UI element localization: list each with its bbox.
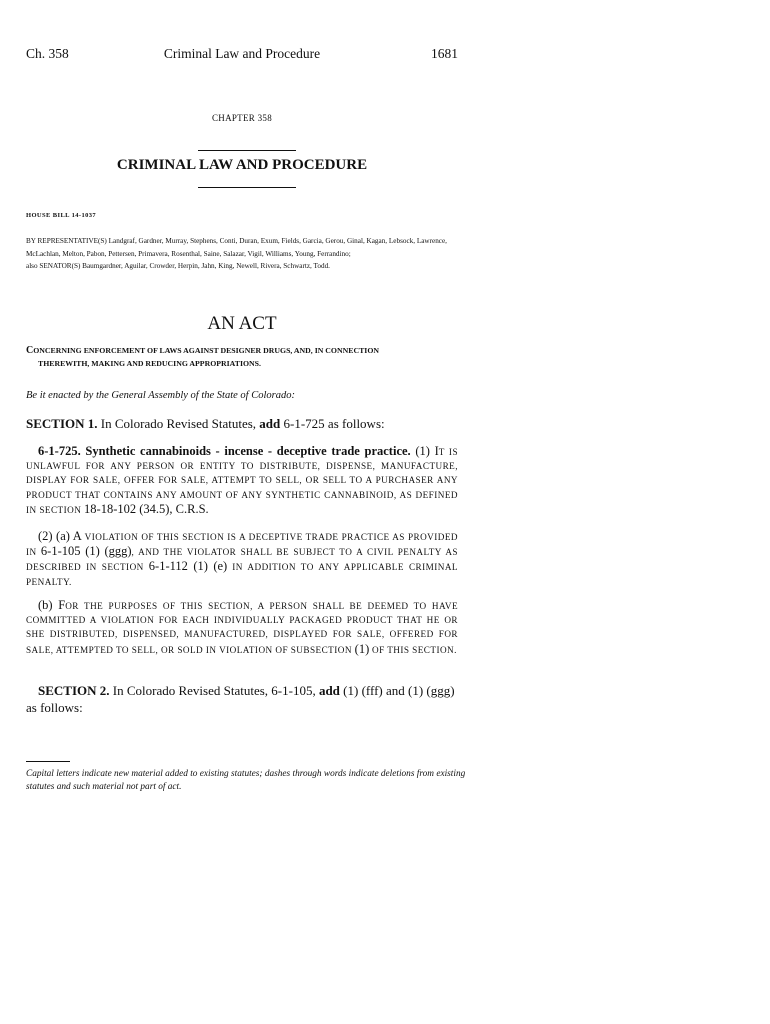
statute-heading: 6-1-725. Synthetic cannabinoids - incense - deceptive trade practice. bbox=[38, 444, 411, 458]
paragraph-text-2: , AND THE VIOLATOR SHALL BE SUBJECT TO A CIVIL PENALTY AS DESCRIBED IN SECTION bbox=[26, 547, 458, 573]
page-number: 1681 bbox=[431, 46, 458, 61]
act-title-line1: ONCERNING ENFORCEMENT OF LAWS AGAINST DESIGNER DRUGS, AND, IN CONNECTION bbox=[33, 346, 380, 355]
bill-number: HOUSE BILL 14-1037 bbox=[26, 212, 97, 219]
paragraph-6-1-725-1 bbox=[26, 444, 458, 517]
section-2-label: SECTION 2. bbox=[38, 683, 110, 698]
chapter-reference: Ch. 358 bbox=[26, 46, 69, 61]
title-rule-top bbox=[198, 150, 296, 151]
footnote: Capital letters indicate new material added to existing statutes; dashes through words indicate deletions from existing statutes and such material not part of act. bbox=[26, 769, 466, 792]
section-2-intro bbox=[26, 682, 458, 716]
section-2-add: add bbox=[318, 683, 340, 698]
chapter-label: CHAPTER 358 bbox=[211, 113, 273, 123]
act-title bbox=[26, 345, 458, 370]
paragraph-text-1: VIOLATION OF THIS SECTION IS A DECEPTIVE TRADE PRACTICE AS PROVIDED IN bbox=[26, 532, 458, 558]
paragraph-initial: F bbox=[58, 598, 66, 612]
act-title-line2: THEREWITH, MAKING AND REDUCING APPROPRIATIONS. bbox=[38, 358, 261, 368]
act-heading: AN ACT bbox=[207, 313, 277, 334]
paragraph-text: T IS UNLAWFUL FOR ANY PERSON OR ENTITY TO DISTRIBUTE, DISPENSE, MANUFACTURE, DISPLAY FOR SALE, OFFER FOR SALE, ATTEMPT TO SELL, OR SELL TO A PURCHASER ANY PRODUCT THAT CONTAINS ANY AMOUNT OF ANY SYNTHETIC CANNABINOID, AS DEFINED IN SECTION bbox=[26, 447, 458, 515]
running-header bbox=[26, 46, 458, 64]
paragraph-text-3: IN ADDITION TO ANY APPLICABLE CRIMINAL PENALTY. bbox=[26, 562, 458, 587]
section-1-label: SECTION 1. bbox=[26, 416, 98, 431]
paragraph-text-1: OR THE PURPOSES OF THIS SECTION, A PERSON SHALL BE DEEMED TO HAVE COMMITTED A VIOLATION FOR EACH INDIVIDUALLY PACKAGED PRODUCT THAT HE OR SHE DISTRIBUTED, DISPENSED, MANUFACTURED, DISPLAYED FOR SALE, OFFERED FOR SALE, ATTEMPTED TO SELL, OR SOLD IN VIOLATION OF SUBSECTION bbox=[26, 601, 459, 655]
subsection-reference: (1) bbox=[354, 641, 370, 656]
section-1-intro bbox=[26, 416, 458, 432]
footnote-rule bbox=[26, 761, 70, 762]
section-2-text-after: (1) (fff) and (1) (ggg) as follows: bbox=[26, 683, 455, 715]
paragraph-2a bbox=[26, 529, 458, 589]
senators-list: also SENATOR(S) Baumgardner, Aguilar, Crowder, Herpin, Jahn, King, Newell, Rivera, Schwartz, Todd. bbox=[26, 262, 330, 270]
chapter-title: CRIMINAL LAW AND PROCEDURE bbox=[116, 157, 368, 173]
representatives-list: BY REPRESENTATIVE(S) Landgraf, Gardner, Murray, Stephens, Conti, Duran, Exum, Fields, Garcia, Gerou, Ginal, Kagan, Lebsock, Lawrence, McLachlan, Melton, Pabon, Pettersen, Primavera, Rosenthal, Saine, Salazar, Vigil, Williams, Young, Ferrandino; bbox=[26, 237, 447, 258]
paragraph-initial: A bbox=[72, 529, 82, 543]
act-title-initial: C bbox=[26, 345, 34, 356]
paragraph-2b bbox=[26, 598, 458, 657]
subsection-number: (2) (a) bbox=[38, 529, 73, 543]
subsection-number: (1) bbox=[410, 444, 435, 458]
section-1-add: add bbox=[259, 416, 281, 431]
section-1-text-before: In Colorado Revised Statutes, bbox=[97, 416, 260, 431]
enacting-clause: Be it enacted by the General Assembly of the State of Colorado: bbox=[26, 390, 295, 401]
statute-citation-2: 6-1-112 (1) (e) bbox=[148, 559, 228, 574]
section-1-text-after: 6-1-725 as follows: bbox=[280, 416, 385, 431]
paragraph-initial: I bbox=[434, 444, 439, 458]
statute-citation-1: 6-1-105 (1) (ggg) bbox=[40, 544, 132, 559]
subsection-number: (b) bbox=[38, 598, 59, 612]
statute-citation: 18-18-102 (34.5), C.R.S. bbox=[84, 501, 209, 516]
title-rule-bottom bbox=[198, 187, 296, 188]
sponsors bbox=[26, 235, 458, 273]
paragraph-text-2: OF THIS SECTION. bbox=[369, 644, 457, 655]
running-title: Criminal Law and Procedure bbox=[163, 46, 321, 61]
section-2-text-before: In Colorado Revised Statutes, 6-1-105, bbox=[109, 683, 319, 698]
